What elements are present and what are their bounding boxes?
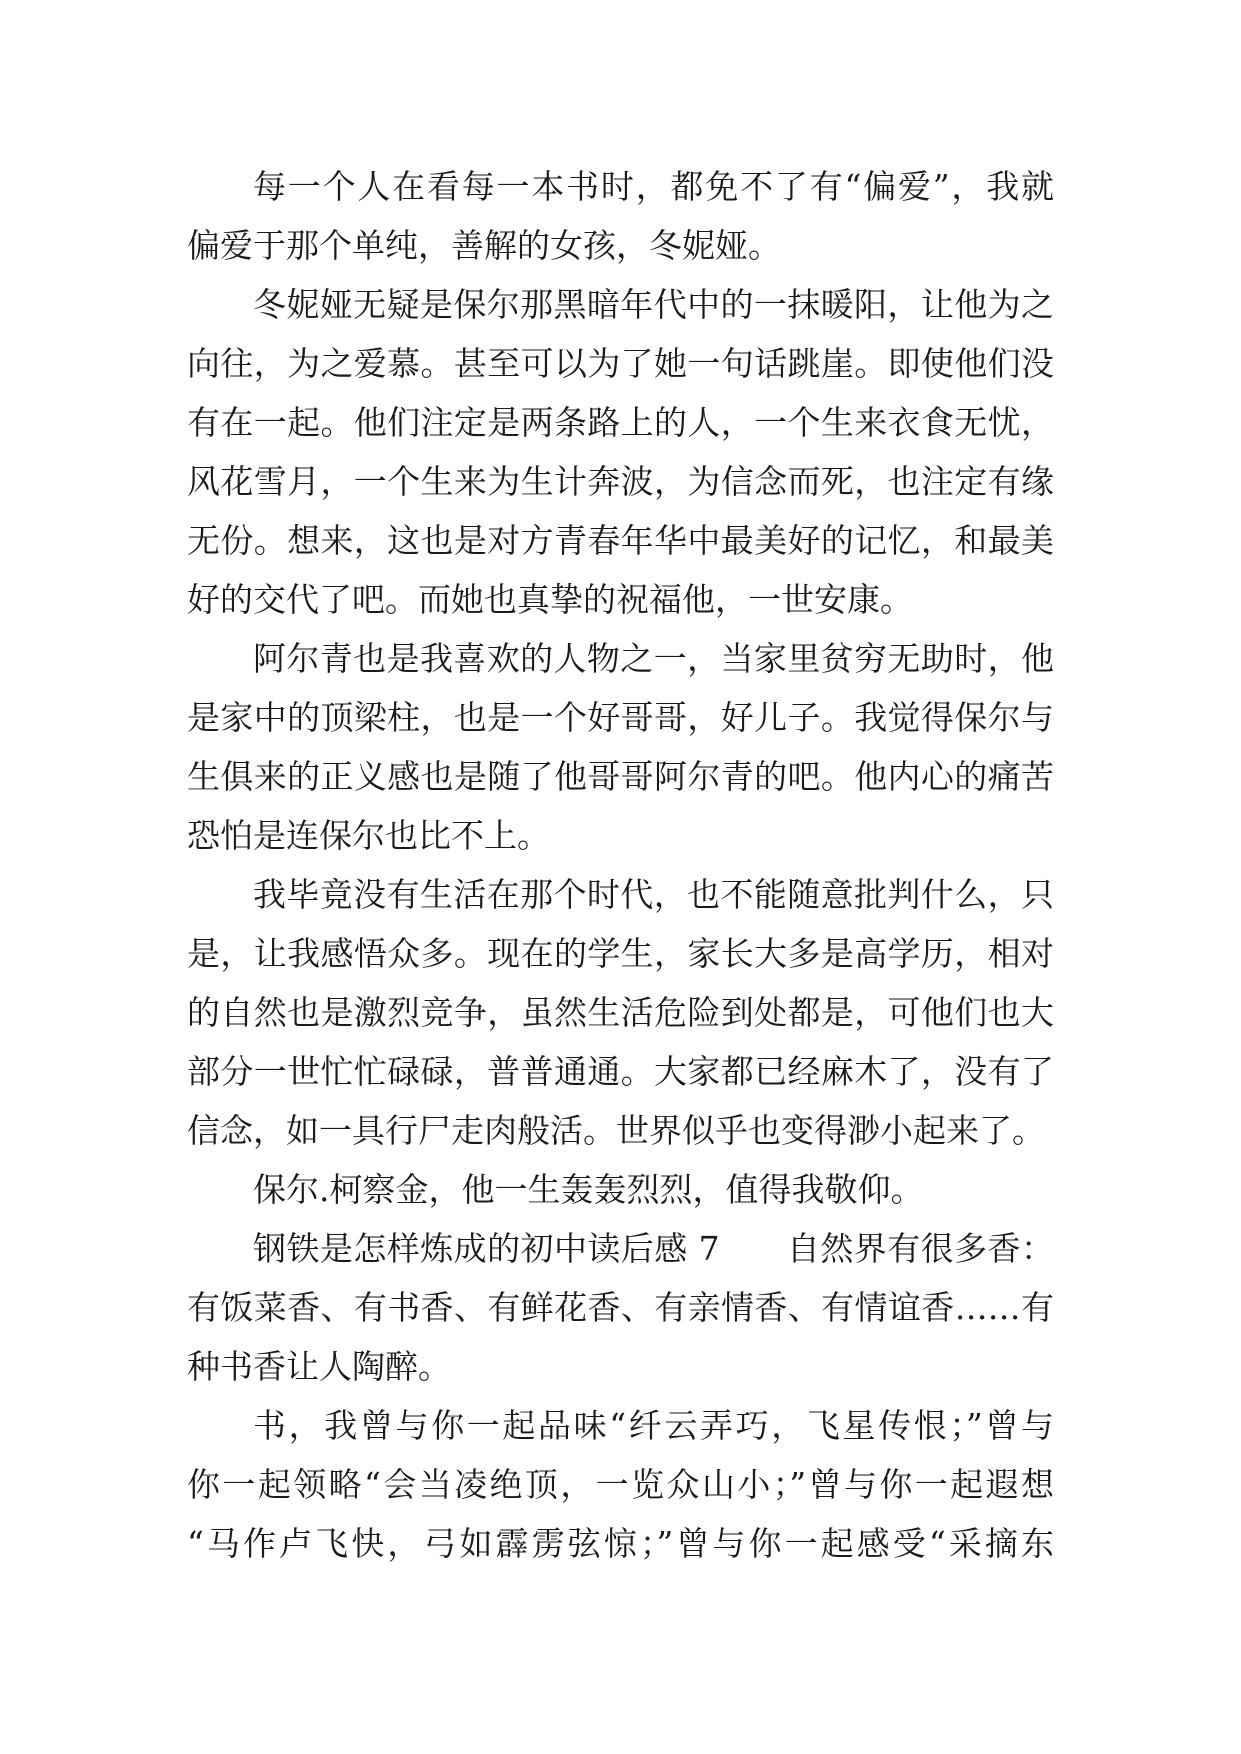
- text-line: 恐怕是连保尔也比不上。: [187, 816, 550, 855]
- text-line: 我毕竟没有生活在那个时代，也不能随意批判什么，只: [253, 875, 1054, 914]
- text-line: 保尔.柯察金，他一生轰轰烈烈，值得我敬仰。: [253, 1170, 924, 1209]
- text-line: 信念，如一具行尸走肉般活。世界似乎也变得渺小起来了。: [187, 1111, 1045, 1150]
- text-line: 钢铁是怎样炼成的初中读后感 7 自然界有很多香：: [253, 1229, 1054, 1268]
- paragraph: [187, 275, 1054, 629]
- text-line: 偏爱于那个单纯，善解的女孩，冬妮娅。: [187, 226, 781, 265]
- document-body: [187, 157, 1054, 1573]
- paragraph: [187, 865, 1054, 1160]
- text-line: 书，我曾与你一起品味“纤云弄巧，飞星传恨；”曾与: [253, 1406, 1054, 1445]
- paragraph: [187, 157, 1054, 275]
- text-line: 种书香让人陶醉。: [187, 1347, 451, 1386]
- text-line: 好的交代了吧。而她也真挚的祝福他，一世安康。: [187, 580, 913, 619]
- text-line: 是家中的顶梁柱，也是一个好哥哥，好儿子。我觉得保尔与: [187, 698, 1054, 737]
- text-line: 每一个人在看每一本书时，都免不了有“偏爱”，我就: [253, 167, 1054, 206]
- text-line: “马作卢飞快，弓如霹雳弦惊；”曾与你一起感受“采摘东: [187, 1524, 1054, 1563]
- text-line: 有饭菜香、有书香、有鲜花香、有亲情香、有情谊香……有: [187, 1288, 1054, 1327]
- text-line: 阿尔青也是我喜欢的人物之一，当家里贫穷无助时，他: [253, 639, 1054, 678]
- paragraph: [187, 1219, 1054, 1396]
- paragraph: [187, 1396, 1054, 1573]
- text-line: 风花雪月，一个生来为生计奔波，为信念而死，也注定有缘: [187, 462, 1054, 501]
- paragraph: [187, 629, 1054, 865]
- text-line: 你一起领略“会当凌绝顶，一览众山小；”曾与你一起遐想: [187, 1465, 1054, 1504]
- text-line: 生俱来的正义感也是随了他哥哥阿尔青的吧。他内心的痛苦: [187, 757, 1054, 796]
- paragraph: [187, 1160, 1054, 1219]
- text-line: 冬妮娅无疑是保尔那黑暗年代中的一抹暖阳，让他为之: [253, 285, 1054, 324]
- text-line: 的自然也是激烈竞争，虽然生活危险到处都是，可他们也大: [187, 993, 1054, 1032]
- text-line: 有在一起。他们注定是两条路上的人，一个生来衣食无忧，: [187, 403, 1054, 442]
- text-line: 无份。想来，这也是对方青春年华中最美好的记忆，和最美: [187, 521, 1054, 560]
- text-line: 是，让我感悟众多。现在的学生，家长大多是高学历，相对: [187, 934, 1054, 973]
- text-line: 向往，为之爱慕。甚至可以为了她一句话跳崖。即使他们没: [187, 344, 1054, 383]
- text-line: 部分一世忙忙碌碌，普普通通。大家都已经麻木了，没有了: [187, 1052, 1054, 1091]
